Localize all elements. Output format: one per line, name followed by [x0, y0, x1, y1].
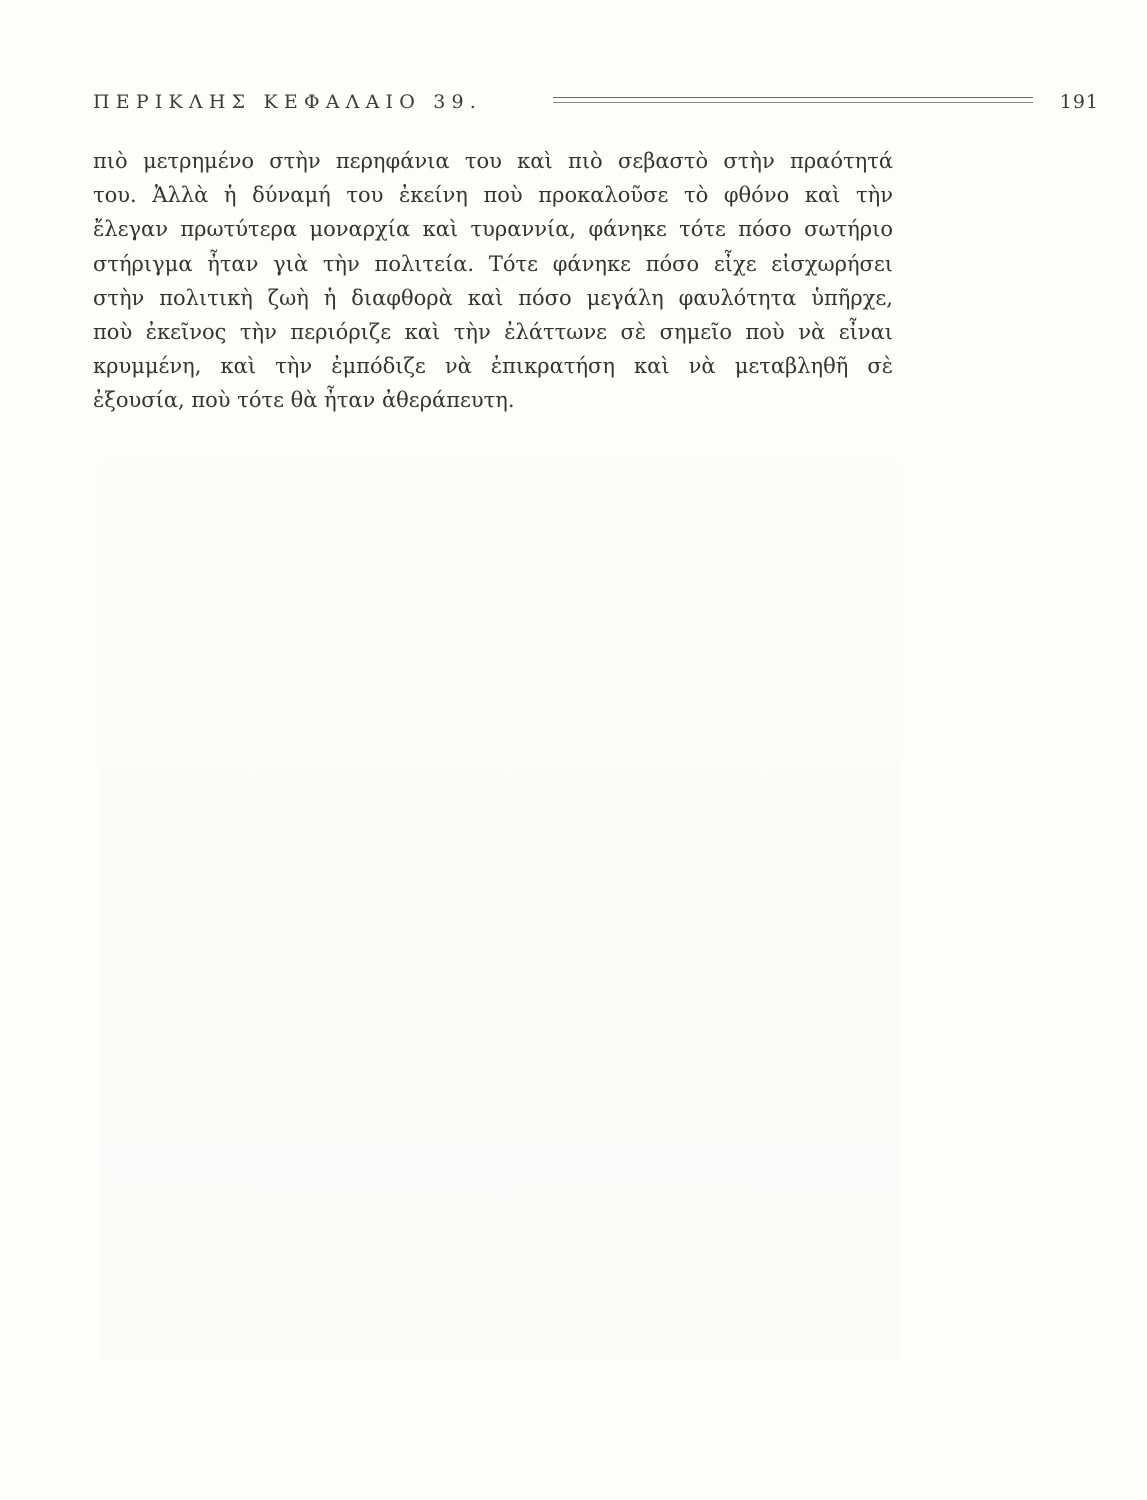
page-number: 191 [1059, 91, 1099, 113]
text-line: κρυμμένη, καὶ τὴν ἐμπόδιζε νὰ ἐπικρατήση καὶ νὰ μεταβληθῆ σὲ [93, 354, 893, 379]
header-rule [553, 97, 1033, 98]
bleed-through-area [100, 460, 900, 1360]
body-paragraph [93, 144, 893, 418]
header-rule-secondary [553, 102, 1033, 103]
text-line: ἔλεγαν πρωτύτερα μοναρχία καὶ τυραννία, φάνηκε τότε πόσο σωτήριο [93, 217, 893, 242]
text-line: στήριγμα ἦταν γιὰ τὴν πολιτεία. Τότε φάνηκε πόσο εἶχε εἰσχωρήσει [93, 251, 893, 276]
text-line: του. Ἀλλὰ ἡ δύναμή του ἐκείνη ποὺ προκαλοῦσε τὸ φθόνο καὶ τὴν [93, 183, 893, 208]
running-head: ΠΕΡΙΚΛΗΣ ΚΕΦΑΛΑΙΟ 39. [93, 91, 483, 113]
text-line: πιὸ μετρημένο στὴν περηφάνια του καὶ πιὸ σεβαστὸ στὴν πραότητά [93, 149, 893, 173]
text-line: ἐξουσία, ποὺ τότε θὰ ἦταν ἀθεράπευτη. [93, 388, 515, 413]
text-line: στὴν πολιτικὴ ζωὴ ἡ διαφθορὰ καὶ πόσο μεγάλη φαυλότητα ὑπῆρχε, [93, 285, 893, 310]
text-line: ποὺ ἐκεῖνος τὴν περιόριζε καὶ τὴν ἐλάττωνε σὲ σημεῖο ποὺ νὰ εἶναι [93, 320, 893, 345]
page-header [93, 84, 1103, 120]
